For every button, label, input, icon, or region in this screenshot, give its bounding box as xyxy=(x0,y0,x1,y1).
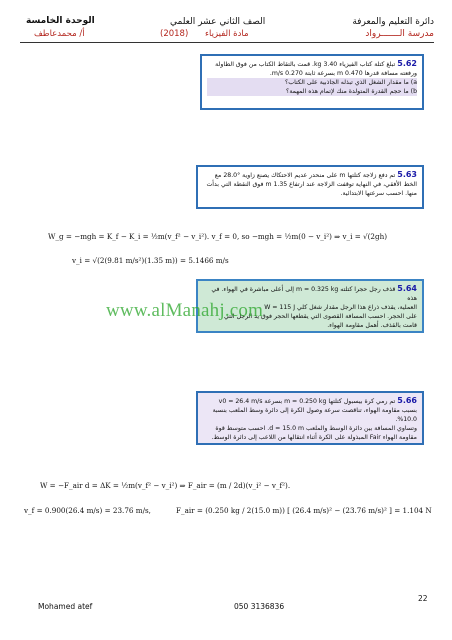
header-grade: الصف الثاني عشر العلمي xyxy=(170,17,266,27)
header-ministry: دائرة التعليم والمعرفة xyxy=(352,17,434,27)
problem-number: 5.63 xyxy=(397,170,417,179)
solution-5-66-equation-3: F_air = (0.250 kg / 2(15.0 m)) [ (26.4 m/s)² − (23.76 m/s)² ] = 1.104 N xyxy=(176,506,432,515)
page-number: 22 xyxy=(418,594,428,603)
header-year: (2018) xyxy=(160,29,189,39)
problem-number: 5.62 xyxy=(397,59,417,68)
problem-line: منها. احسب سرعتها الابتدائية. xyxy=(340,190,417,197)
problem-line: بسبب مقاومة الهواء، تناقصت سرعة وصول الكرة إلى دائرة وسط الملعب بنسبة 10.0%. xyxy=(212,407,417,423)
header-divider xyxy=(20,42,434,43)
solution-5-63-equation-1: W_g = −mgh = K_f − K_i = ½m(v_f² − v_i²). v_f = 0, so −mgh = ½m(0 − v_i²) ⇒ v_i = √(2gh) xyxy=(48,232,388,241)
problem-line: تم رمي كرة بيسبول كتلتها m = 0.250 kg بسرعة v0 = 26.4 m/s xyxy=(218,398,396,405)
problem-line: ورفعته مسافة قدرها 0.470 m بسرعة ثابتة 0.270 m/s. xyxy=(269,70,417,77)
header-teacher: أ/ محمدعاطف xyxy=(34,29,85,39)
footer-phone: 050 3136836 xyxy=(234,602,285,611)
problem-line: تم دفع زلاجة كتلتها m على منحدر عديم الاحتكاك يصنع زاوية °28.0 مع xyxy=(214,172,396,179)
solution-5-66-equation-2: v_f = 0.900(26.4 m/s) = 23.76 m/s, xyxy=(24,506,151,515)
problem-line: على الحجر. احسب المسافة القصوى التي يقطعها الحجر فوق يد الرجل التي xyxy=(223,313,417,320)
problem-line: قامت بالقذف. أهمل مقاومة الهواء. xyxy=(327,322,417,329)
problem-line: العملية، يقذف ذراع هذا الرجل مقدار شغل كلي W = 115 J xyxy=(264,304,417,311)
problem-5-62 xyxy=(200,54,424,110)
footer-author: Mohamed atef xyxy=(38,602,93,611)
header-unit: الوحدة الخامسة xyxy=(26,16,95,26)
solution-5-66-equation-1: W = −F_air d = ΔK = ½m(v_f² − v_i²) ⇒ F_air = (m / 2d)(v_i² − v_f²). xyxy=(40,481,291,490)
problem-line: a) ما مقدار الشغل الذي تبذله الجاذبية على الكتاب؟ xyxy=(207,78,417,87)
problem-line: b) ما حجم القدرة المتولدة منك لإتمام هذه المهمة؟ xyxy=(207,87,417,96)
problem-line: وتساوي المسافة بين دائرة الوسط والملعب d = 15.0 m. احسب متوسط قوة xyxy=(215,425,417,432)
header-subject: مادة الفيزياء xyxy=(205,29,249,39)
problem-5-63 xyxy=(196,165,424,209)
problem-line: قذف رجل حجرا كتلته m = 0.325 kg إلى أعلى مباشرة في الهواء. في هذه xyxy=(211,286,417,302)
problem-number: 5.66 xyxy=(397,396,417,405)
solution-5-63-equation-2: v_i = √(2(9.81 m/s²)(1.35 m)) = 5.1466 m/s xyxy=(72,256,229,265)
problem-number: 5.64 xyxy=(397,284,417,293)
problem-5-66 xyxy=(196,391,424,445)
problem-line: الخط الأفقي، في النهاية توقفت الزلاجة عند ارتفاع 1.35 m فوق النقطة التي بدأت xyxy=(206,181,417,188)
watermark: www.alManahj.com xyxy=(106,300,264,321)
problem-line: تبلغ كتلة كتاب الفيزياء 3.40 kg. قمت بالتقاط الكتاب من فوق الطاولة xyxy=(215,61,396,68)
problem-line: مقاومة الهواء Fair المبذولة على الكرة أثناء انتقالها من اللاعب إلى دائرة الوسط. xyxy=(211,434,417,441)
header-school: مدرسة الـــــــرواد xyxy=(365,29,434,39)
page-header xyxy=(0,0,452,44)
